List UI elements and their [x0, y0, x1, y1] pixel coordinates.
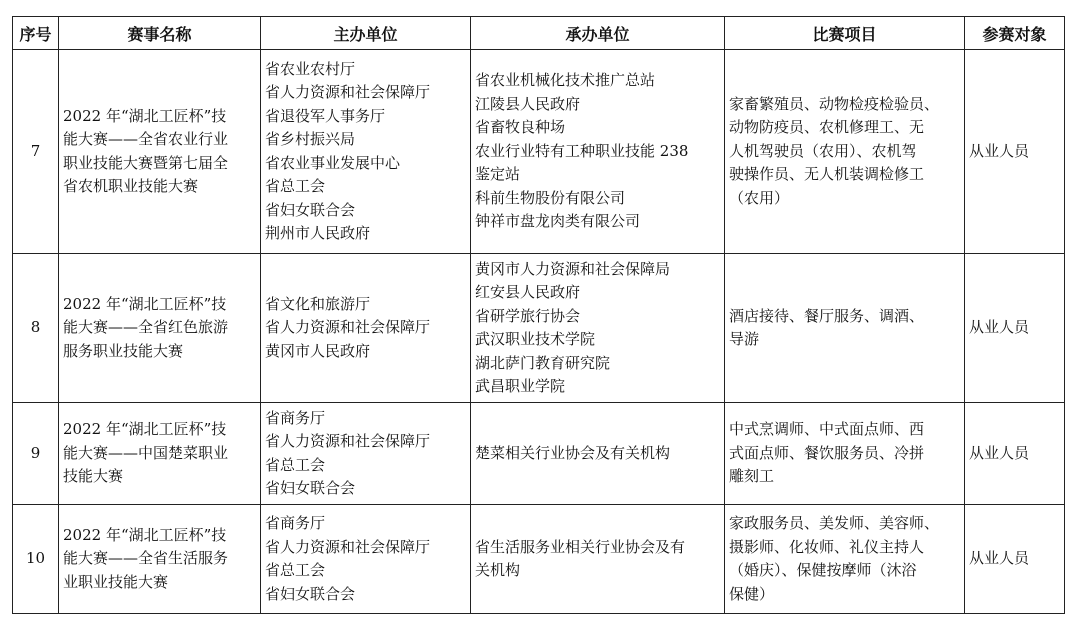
cell-line: 荆州市人民政府	[265, 224, 371, 242]
participants: 从业人员	[965, 50, 1065, 254]
cell-line: 钟祥市盘龙肉类有限公司	[475, 212, 641, 231]
competition-name	[59, 403, 261, 505]
cell-line: 鉴定站	[475, 165, 521, 184]
table-row	[13, 403, 1065, 505]
cell-line: 省妇女联合会	[265, 584, 356, 603]
competition-name	[59, 254, 261, 403]
cell-line: 省农业农村厅	[265, 59, 356, 78]
cell-line: 省畜牧良种场	[475, 118, 566, 137]
competition-name	[59, 50, 261, 254]
cell-line: 服务职业技能大赛	[63, 341, 184, 360]
cell-line: 省总工会	[265, 177, 326, 195]
cell-line: 红安县人民政府	[475, 283, 581, 301]
competition-events	[725, 254, 965, 403]
participants: 从业人员	[965, 403, 1065, 505]
host-units	[261, 505, 471, 614]
cell-line: 省乡村振兴局	[265, 130, 356, 148]
host-units	[261, 403, 471, 505]
row-number: 10	[13, 505, 59, 614]
cell-line: 中式烹调师、中式面点师、西	[729, 420, 925, 439]
table-row	[13, 254, 1065, 403]
cell-line: 驶操作员、无人机装调检修工	[729, 165, 925, 184]
cell-line: 省商务厅	[265, 514, 326, 532]
competition-events	[725, 505, 965, 614]
cell-line: 省总工会	[265, 455, 326, 474]
header-no: 序号	[13, 17, 59, 50]
cell-line: 农业行业特有工种职业技能 238	[475, 141, 689, 160]
organizer-units	[471, 505, 725, 614]
competition-events	[725, 403, 965, 505]
cell-line: 省妇女联合会	[265, 200, 356, 219]
header-name: 赛事名称	[59, 17, 261, 50]
cell-line: 省人力资源和社会保障厅	[265, 83, 431, 101]
cell-line: 能大赛——全省红色旅游	[63, 318, 229, 337]
cell-line: 2022 年“湖北工匠杯”技	[63, 294, 227, 313]
cell-line: 楚菜相关行业协会及有关机构	[475, 443, 671, 462]
cell-line: 保健）	[729, 584, 775, 603]
cell-line: 省农机职业技能大赛	[63, 177, 199, 195]
cell-line: 黄冈市人力资源和社会保障局	[475, 259, 671, 278]
competition-name	[59, 505, 261, 614]
cell-line: 关机构	[475, 561, 521, 579]
header-events: 比赛项目	[725, 17, 965, 50]
header-organizers: 承办单位	[471, 17, 725, 50]
cell-line: 省农业事业发展中心	[265, 153, 401, 172]
cell-line: 2022 年“湖北工匠杯”技	[63, 420, 227, 439]
cell-line: 人机驾驶员（农用）、农机驾	[729, 141, 917, 160]
cell-line: 职业技能大赛暨第七届全	[63, 153, 229, 172]
cell-line: 能大赛——全省农业行业	[63, 130, 229, 148]
cell-line: 雕刻工	[729, 467, 775, 486]
cell-line: 省总工会	[265, 561, 326, 579]
cell-line: 2022 年“湖北工匠杯”技	[63, 525, 227, 544]
cell-line: 摄影师、化妆师、礼仪主持人	[729, 537, 925, 556]
cell-line: 省研学旅行协会	[475, 306, 581, 325]
host-units	[261, 254, 471, 403]
organizer-units	[471, 403, 725, 505]
cell-line: 江陵县人民政府	[475, 94, 581, 113]
cell-line: 湖北萨门教育研究院	[475, 353, 611, 372]
cell-line: 技能大赛	[63, 467, 124, 486]
table-row	[13, 505, 1065, 614]
competition-events	[725, 50, 965, 254]
cell-line: 业职业技能大赛	[63, 572, 169, 591]
cell-line: 科前生物股份有限公司	[475, 188, 626, 207]
cell-line: 省人力资源和社会保障厅	[265, 432, 431, 450]
cell-line: 武昌职业学院	[475, 377, 566, 395]
cell-line: 省生活服务业相关行业协会及有	[475, 537, 686, 556]
cell-line: （婚庆）、保健按摩师（沐浴	[729, 561, 917, 579]
cell-line: 能大赛——中国楚菜职业	[63, 443, 229, 462]
host-units	[261, 50, 471, 254]
cell-line: 导游	[729, 330, 760, 348]
row-number: 8	[13, 254, 59, 403]
table-row	[13, 50, 1065, 254]
table-header-row	[13, 17, 1065, 50]
cell-line: 黄冈市人民政府	[265, 341, 371, 360]
cell-line: 家畜繁殖员、动物检疫检验员、	[729, 94, 940, 113]
cell-line: （农用）	[729, 188, 790, 207]
cell-line: 武汉职业技术学院	[475, 330, 596, 348]
competition-table	[12, 16, 1065, 614]
cell-line: 动物防疫员、农机修理工、无	[729, 118, 925, 137]
participants: 从业人员	[965, 254, 1065, 403]
header-participants: 参赛对象	[965, 17, 1065, 50]
cell-line: 能大赛——全省生活服务	[63, 549, 229, 568]
cell-line: 省人力资源和社会保障厅	[265, 537, 431, 556]
cell-line: 省退役军人事务厅	[265, 106, 386, 125]
header-hosts: 主办单位	[261, 17, 471, 50]
cell-line: 省人力资源和社会保障厅	[265, 318, 431, 337]
row-number: 7	[13, 50, 59, 254]
cell-line: 酒店接待、餐厅服务、调酒、	[729, 306, 925, 325]
cell-line: 2022 年“湖北工匠杯”技	[63, 106, 227, 125]
row-number: 9	[13, 403, 59, 505]
cell-line: 省商务厅	[265, 408, 326, 427]
organizer-units	[471, 50, 725, 254]
cell-line: 式面点师、餐饮服务员、冷拼	[729, 443, 925, 462]
cell-line: 省妇女联合会	[265, 479, 356, 497]
participants: 从业人员	[965, 505, 1065, 614]
cell-line: 省农业机械化技术推广总站	[475, 71, 656, 90]
cell-line: 家政服务员、美发师、美容师、	[729, 514, 940, 532]
cell-line: 省文化和旅游厅	[265, 294, 371, 313]
organizer-units	[471, 254, 725, 403]
